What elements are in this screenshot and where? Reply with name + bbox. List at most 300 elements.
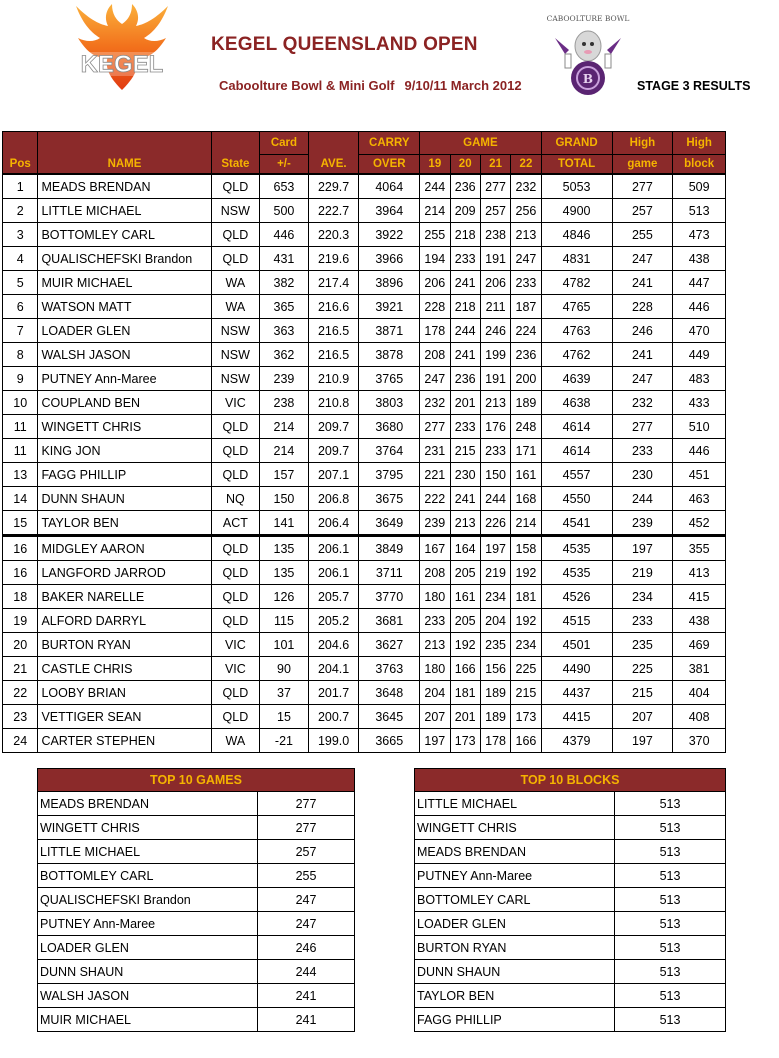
list-item (38, 840, 355, 864)
top-10-games-title: TOP 10 GAMES (38, 769, 355, 792)
table-row (3, 511, 726, 536)
cell-g19: 255 (420, 223, 450, 247)
table-row (3, 536, 726, 561)
col-ave-header: AVE. (308, 132, 359, 175)
col-carry-header: CARRY (359, 132, 420, 155)
col-card-subheader: +/- (260, 155, 309, 175)
cell-high-game: 197 (612, 536, 673, 561)
cell-g20: 164 (450, 536, 480, 561)
score-value: 247 (258, 912, 355, 936)
cell-total: 4782 (541, 271, 612, 295)
player-name: WINGETT CHRIS (38, 816, 258, 840)
player-name: QUALISCHEFSKI Brandon (38, 888, 258, 912)
cell-name: VETTIGER SEAN (38, 705, 211, 729)
cell-total: 4515 (541, 609, 612, 633)
list-item (415, 936, 726, 960)
list-item (38, 936, 355, 960)
cell-high-block: 446 (673, 439, 726, 463)
list-item (415, 912, 726, 936)
cell-state: QLD (211, 536, 260, 561)
col-highblock-header: High (673, 132, 726, 155)
list-item (38, 960, 355, 984)
top-10-blocks-title: TOP 10 BLOCKS (415, 769, 726, 792)
cell-g21: 257 (480, 199, 510, 223)
cell-pos: 24 (3, 729, 38, 753)
col-game-header: GAME (420, 132, 542, 155)
cell-g19: 194 (420, 247, 450, 271)
cell-state: QLD (211, 415, 260, 439)
player-name: WALSH JASON (38, 984, 258, 1008)
cell-high-game: 215 (612, 681, 673, 705)
cell-ave: 209.7 (308, 415, 359, 439)
cell-g22: 181 (511, 585, 541, 609)
cell-high-block: 483 (673, 367, 726, 391)
cell-high-game: 232 (612, 391, 673, 415)
cell-state: QLD (211, 247, 260, 271)
cell-card: 135 (260, 536, 309, 561)
cell-name: QUALISCHEFSKI Brandon (38, 247, 211, 271)
cell-high-block: 447 (673, 271, 726, 295)
cell-g22: 166 (511, 729, 541, 753)
cell-state: WA (211, 295, 260, 319)
cell-g20: 209 (450, 199, 480, 223)
cell-name: DUNN SHAUN (38, 487, 211, 511)
cell-state: VIC (211, 633, 260, 657)
cell-pos: 1 (3, 174, 38, 199)
cell-carry: 3627 (359, 633, 420, 657)
stage-label: STAGE 3 RESULTS (637, 79, 751, 93)
cell-total: 4379 (541, 729, 612, 753)
cell-high-game: 277 (612, 415, 673, 439)
cell-name: BURTON RYAN (38, 633, 211, 657)
top-10-blocks-table (414, 768, 726, 1032)
cell-state: QLD (211, 705, 260, 729)
cell-card: 363 (260, 319, 309, 343)
col-game19-header: 19 (420, 155, 450, 175)
cell-card: 101 (260, 633, 309, 657)
top-10-games-body (38, 792, 355, 1032)
cell-carry: 3921 (359, 295, 420, 319)
cell-carry: 3922 (359, 223, 420, 247)
cell-pos: 11 (3, 439, 38, 463)
cell-card: 500 (260, 199, 309, 223)
svg-text:CABOOLTURE BOWL: CABOOLTURE BOWL (546, 14, 630, 23)
cell-ave: 201.7 (308, 681, 359, 705)
score-value: 513 (615, 936, 726, 960)
cell-high-block: 370 (673, 729, 726, 753)
cell-g20: 230 (450, 463, 480, 487)
cell-ave: 206.1 (308, 561, 359, 585)
cell-pos: 21 (3, 657, 38, 681)
cell-pos: 9 (3, 367, 38, 391)
cell-pos: 16 (3, 561, 38, 585)
cell-high-game: 197 (612, 729, 673, 753)
cell-g22: 192 (511, 561, 541, 585)
table-row (3, 367, 726, 391)
cell-g21: 189 (480, 681, 510, 705)
cell-name: MIDGLEY AARON (38, 536, 211, 561)
score-value: 513 (615, 912, 726, 936)
cell-ave: 219.6 (308, 247, 359, 271)
cell-pos: 20 (3, 633, 38, 657)
cell-g19: 178 (420, 319, 450, 343)
col-state-header: State (211, 132, 260, 175)
cell-name: TAYLOR BEN (38, 511, 211, 536)
cell-g21: 277 (480, 174, 510, 199)
cell-state: NSW (211, 367, 260, 391)
cell-name: LITTLE MICHAEL (38, 199, 211, 223)
cell-g21: 206 (480, 271, 510, 295)
cell-pos: 11 (3, 415, 38, 439)
cell-ave: 216.5 (308, 319, 359, 343)
cell-high-block: 463 (673, 487, 726, 511)
cell-state: QLD (211, 463, 260, 487)
cell-g22: 248 (511, 415, 541, 439)
cell-carry: 3966 (359, 247, 420, 271)
table-row (3, 681, 726, 705)
kegel-logo (68, 2, 176, 94)
table-row (3, 295, 726, 319)
cell-g22: 192 (511, 609, 541, 633)
cell-high-block: 381 (673, 657, 726, 681)
cell-carry: 3680 (359, 415, 420, 439)
cell-high-block: 415 (673, 585, 726, 609)
cell-ave: 216.6 (308, 295, 359, 319)
score-value: 255 (258, 864, 355, 888)
cell-state: VIC (211, 391, 260, 415)
cell-name: LOADER GLEN (38, 319, 211, 343)
cell-g21: 150 (480, 463, 510, 487)
table-row (3, 487, 726, 511)
cell-g20: 181 (450, 681, 480, 705)
player-name: LITTLE MICHAEL (38, 840, 258, 864)
cell-g22: 161 (511, 463, 541, 487)
score-value: 277 (258, 792, 355, 816)
cell-g21: 176 (480, 415, 510, 439)
col-highgame-subheader: game (612, 155, 673, 175)
cell-high-block: 473 (673, 223, 726, 247)
top-10-blocks-body (415, 792, 726, 1032)
cell-g19: 208 (420, 561, 450, 585)
table-row (3, 705, 726, 729)
cell-card: 141 (260, 511, 309, 536)
player-name: MUIR MICHAEL (38, 1008, 258, 1032)
cell-g21: 226 (480, 511, 510, 536)
cell-high-block: 355 (673, 536, 726, 561)
cell-g21: 233 (480, 439, 510, 463)
cell-g21: 199 (480, 343, 510, 367)
cell-g19: 214 (420, 199, 450, 223)
cell-carry: 3765 (359, 367, 420, 391)
score-value: 513 (615, 960, 726, 984)
cell-total: 4557 (541, 463, 612, 487)
page-title: KEGEL QUEENSLAND OPEN (211, 34, 478, 55)
cell-name: FAGG PHILLIP (38, 463, 211, 487)
cell-high-block: 451 (673, 463, 726, 487)
table-row (3, 415, 726, 439)
cell-g20: 236 (450, 174, 480, 199)
cell-name: ALFORD DARRYL (38, 609, 211, 633)
cell-total: 4639 (541, 367, 612, 391)
cell-g20: 161 (450, 585, 480, 609)
cell-pos: 8 (3, 343, 38, 367)
cell-g21: 244 (480, 487, 510, 511)
table-row (3, 271, 726, 295)
results-body (3, 174, 726, 753)
cell-g21: 213 (480, 391, 510, 415)
cell-state: QLD (211, 174, 260, 199)
cell-card: 238 (260, 391, 309, 415)
caboolture-bowl-logo (543, 10, 633, 100)
cell-state: QLD (211, 223, 260, 247)
cell-pos: 10 (3, 391, 38, 415)
cell-ave: 206.1 (308, 536, 359, 561)
cell-card: -21 (260, 729, 309, 753)
cell-total: 4614 (541, 439, 612, 463)
cell-total: 4638 (541, 391, 612, 415)
table-row (3, 585, 726, 609)
cell-high-game: 233 (612, 439, 673, 463)
cell-high-game: 277 (612, 174, 673, 199)
cell-name: WATSON MATT (38, 295, 211, 319)
score-value: 513 (615, 1008, 726, 1032)
list-item (415, 840, 726, 864)
cell-total: 4762 (541, 343, 612, 367)
cell-card: 135 (260, 561, 309, 585)
cell-g19: 208 (420, 343, 450, 367)
cell-g19: 244 (420, 174, 450, 199)
cell-g22: 236 (511, 343, 541, 367)
cell-total: 4846 (541, 223, 612, 247)
cell-g21: 246 (480, 319, 510, 343)
score-value: 513 (615, 792, 726, 816)
cell-total: 4765 (541, 295, 612, 319)
cell-name: BOTTOMLEY CARL (38, 223, 211, 247)
cell-total: 4535 (541, 561, 612, 585)
table-row (3, 657, 726, 681)
cell-high-block: 404 (673, 681, 726, 705)
cell-card: 365 (260, 295, 309, 319)
cell-high-game: 239 (612, 511, 673, 536)
cell-carry: 3795 (359, 463, 420, 487)
cell-high-game: 228 (612, 295, 673, 319)
cell-carry: 4064 (359, 174, 420, 199)
cell-pos: 2 (3, 199, 38, 223)
table-row (3, 439, 726, 463)
cell-g19: 228 (420, 295, 450, 319)
col-pos-header: Pos (3, 132, 38, 175)
col-total-header: GRAND (541, 132, 612, 155)
cell-total: 4535 (541, 536, 612, 561)
cell-high-block: 470 (673, 319, 726, 343)
score-value: 257 (258, 840, 355, 864)
list-item (38, 816, 355, 840)
cell-ave: 199.0 (308, 729, 359, 753)
player-name: BURTON RYAN (415, 936, 615, 960)
cell-ave: 204.1 (308, 657, 359, 681)
cell-g22: 200 (511, 367, 541, 391)
score-value: 277 (258, 816, 355, 840)
player-name: PUTNEY Ann-Maree (415, 864, 615, 888)
cell-g22: 173 (511, 705, 541, 729)
player-name: TAYLOR BEN (415, 984, 615, 1008)
cell-total: 4900 (541, 199, 612, 223)
cell-card: 37 (260, 681, 309, 705)
cell-g21: 197 (480, 536, 510, 561)
cell-name: PUTNEY Ann-Maree (38, 367, 211, 391)
cell-pos: 18 (3, 585, 38, 609)
cell-g22: 232 (511, 174, 541, 199)
cell-g22: 168 (511, 487, 541, 511)
cell-state: NSW (211, 199, 260, 223)
cell-g20: 201 (450, 705, 480, 729)
cell-name: LANGFORD JARROD (38, 561, 211, 585)
cell-card: 653 (260, 174, 309, 199)
cell-total: 4437 (541, 681, 612, 705)
cell-state: ACT (211, 511, 260, 536)
cell-g19: 180 (420, 657, 450, 681)
cell-high-game: 257 (612, 199, 673, 223)
cell-card: 214 (260, 415, 309, 439)
cell-carry: 3849 (359, 536, 420, 561)
cell-high-game: 241 (612, 343, 673, 367)
cell-high-game: 244 (612, 487, 673, 511)
cell-high-game: 233 (612, 609, 673, 633)
cell-pos: 6 (3, 295, 38, 319)
cell-high-game: 241 (612, 271, 673, 295)
cell-g19: 204 (420, 681, 450, 705)
col-total-subheader: TOTAL (541, 155, 612, 175)
cell-pos: 14 (3, 487, 38, 511)
cell-card: 362 (260, 343, 309, 367)
cell-state: QLD (211, 609, 260, 633)
cell-card: 126 (260, 585, 309, 609)
table-row (3, 633, 726, 657)
cell-total: 4763 (541, 319, 612, 343)
cell-card: 90 (260, 657, 309, 681)
cell-pos: 3 (3, 223, 38, 247)
cell-g19: 207 (420, 705, 450, 729)
cell-g19: 206 (420, 271, 450, 295)
cell-total: 4526 (541, 585, 612, 609)
cell-high-game: 247 (612, 247, 673, 271)
cell-pos: 22 (3, 681, 38, 705)
cell-ave: 217.4 (308, 271, 359, 295)
col-card-header: Card (260, 132, 309, 155)
cell-g19: 239 (420, 511, 450, 536)
cell-ave: 206.8 (308, 487, 359, 511)
cell-g20: 205 (450, 609, 480, 633)
table-row (3, 174, 726, 199)
cell-carry: 3770 (359, 585, 420, 609)
cell-g21: 211 (480, 295, 510, 319)
cell-g22: 214 (511, 511, 541, 536)
cell-high-block: 438 (673, 247, 726, 271)
cell-g20: 233 (450, 415, 480, 439)
venue-name: Caboolture Bowl & Mini Golf (219, 78, 395, 93)
cell-high-game: 255 (612, 223, 673, 247)
cell-name: WALSH JASON (38, 343, 211, 367)
cell-g21: 219 (480, 561, 510, 585)
cell-carry: 3964 (359, 199, 420, 223)
cell-g22: 247 (511, 247, 541, 271)
list-item (415, 984, 726, 1008)
cell-total: 4415 (541, 705, 612, 729)
cell-high-block: 510 (673, 415, 726, 439)
score-value: 247 (258, 888, 355, 912)
cell-carry: 3711 (359, 561, 420, 585)
cell-high-game: 246 (612, 319, 673, 343)
cell-state: QLD (211, 681, 260, 705)
list-item (38, 984, 355, 1008)
cell-card: 157 (260, 463, 309, 487)
list-item (415, 864, 726, 888)
cell-high-block: 469 (673, 633, 726, 657)
cell-high-block: 509 (673, 174, 726, 199)
cell-total: 4501 (541, 633, 612, 657)
list-item (38, 1008, 355, 1032)
table-row (3, 343, 726, 367)
cell-state: QLD (211, 561, 260, 585)
cell-name: BAKER NARELLE (38, 585, 211, 609)
table-row (3, 463, 726, 487)
cell-g19: 232 (420, 391, 450, 415)
cell-g21: 238 (480, 223, 510, 247)
cell-g20: 205 (450, 561, 480, 585)
cell-total: 4831 (541, 247, 612, 271)
cell-card: 214 (260, 439, 309, 463)
player-name: DUNN SHAUN (415, 960, 615, 984)
player-name: PUTNEY Ann-Maree (38, 912, 258, 936)
table-row (3, 729, 726, 753)
cell-ave: 209.7 (308, 439, 359, 463)
cell-state: NSW (211, 343, 260, 367)
cell-g22: 234 (511, 633, 541, 657)
col-highblock-subheader: block (673, 155, 726, 175)
cell-carry: 3675 (359, 487, 420, 511)
venue-line (219, 78, 522, 93)
event-dates: 9/10/11 March 2012 (404, 78, 522, 93)
cell-state: QLD (211, 439, 260, 463)
cell-g19: 222 (420, 487, 450, 511)
cell-state: NSW (211, 319, 260, 343)
cell-g20: 241 (450, 343, 480, 367)
cell-g20: 218 (450, 295, 480, 319)
score-value: 244 (258, 960, 355, 984)
cell-g22: 158 (511, 536, 541, 561)
cell-high-block: 452 (673, 511, 726, 536)
cell-state: QLD (211, 585, 260, 609)
cell-high-game: 219 (612, 561, 673, 585)
score-value: 513 (615, 888, 726, 912)
cell-high-block: 408 (673, 705, 726, 729)
score-value: 513 (615, 816, 726, 840)
cell-high-game: 230 (612, 463, 673, 487)
cell-ave: 216.5 (308, 343, 359, 367)
player-name: BOTTOMLEY CARL (415, 888, 615, 912)
svg-text:B: B (582, 72, 594, 86)
cell-g21: 204 (480, 609, 510, 633)
score-value: 241 (258, 1008, 355, 1032)
table-row (3, 319, 726, 343)
cell-card: 150 (260, 487, 309, 511)
cell-carry: 3665 (359, 729, 420, 753)
cell-ave: 207.1 (308, 463, 359, 487)
cell-pos: 23 (3, 705, 38, 729)
cell-g20: 201 (450, 391, 480, 415)
cell-g21: 191 (480, 247, 510, 271)
cell-g21: 178 (480, 729, 510, 753)
